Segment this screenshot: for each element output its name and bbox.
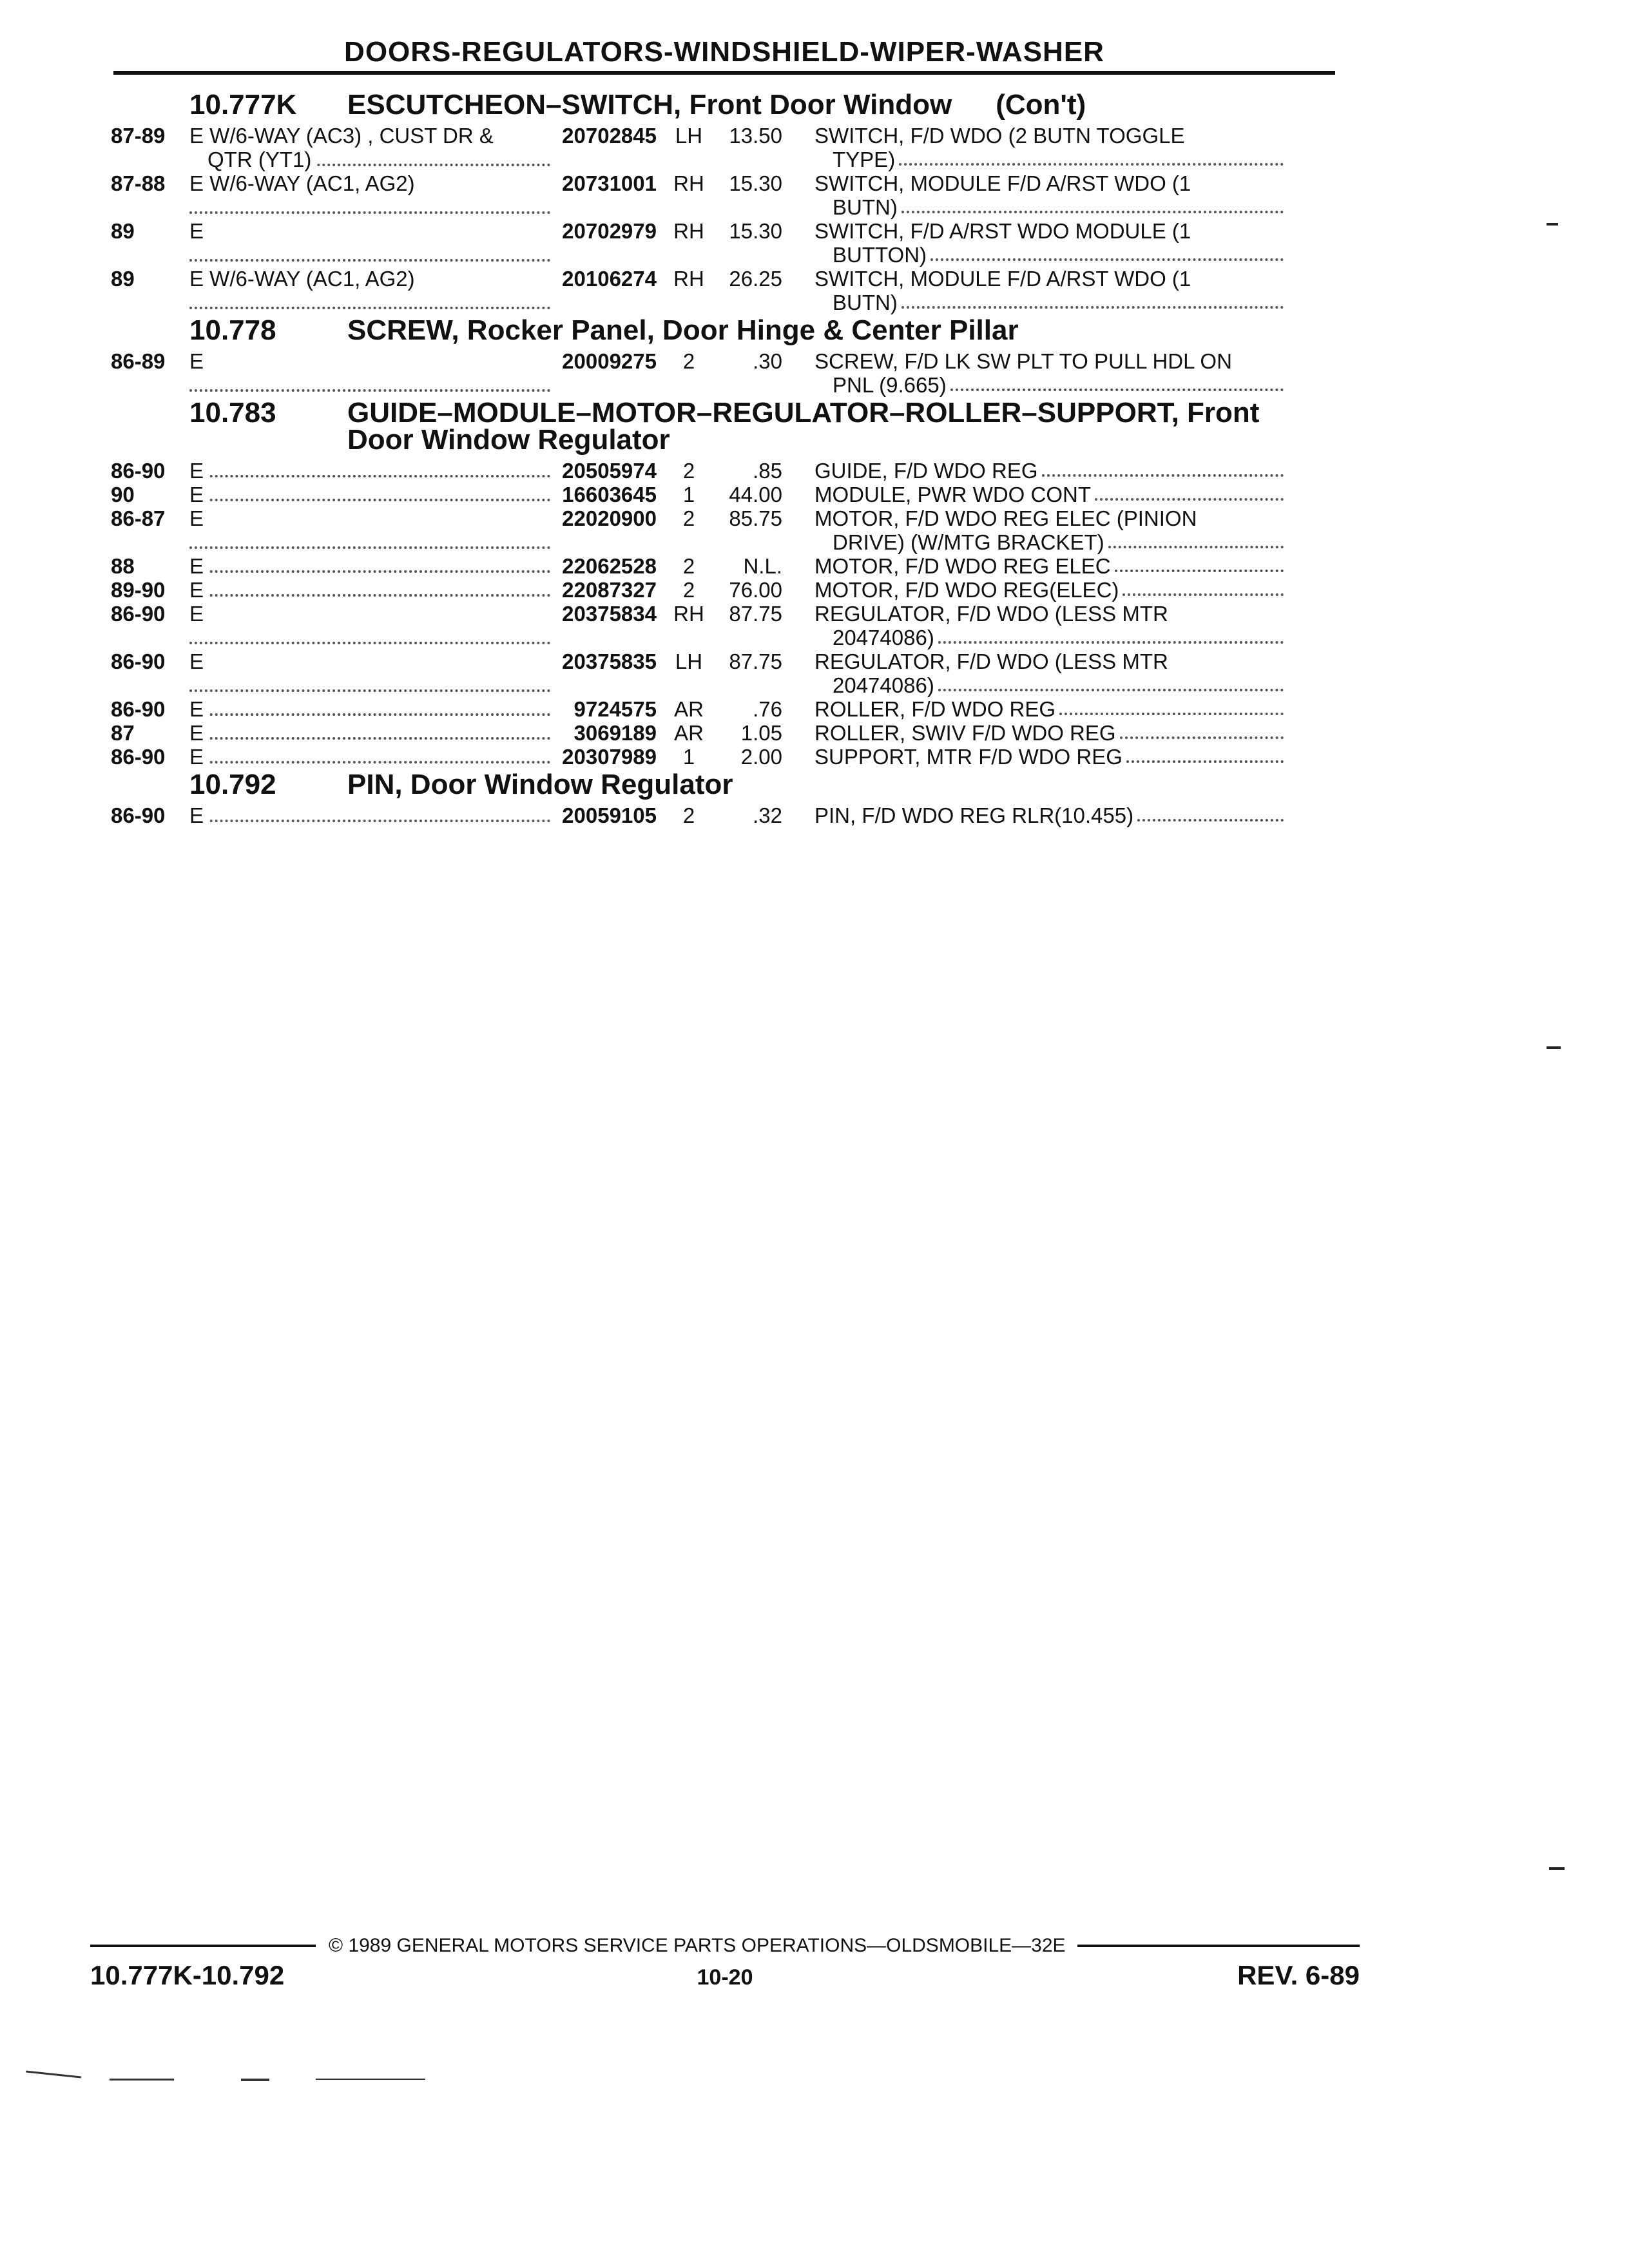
model-years: 86-90 — [111, 459, 166, 483]
part-description-line1: SWITCH, MODULE F/D A/RST WDO (1 — [815, 171, 1195, 195]
part-description — [782, 602, 1284, 649]
leader-dots — [1123, 578, 1284, 596]
quantity: 2 — [682, 459, 695, 483]
application-desc-line1: E — [189, 602, 207, 626]
part-number: 9724575 — [574, 697, 657, 721]
part-row — [111, 219, 1342, 267]
page-footer — [90, 1933, 1360, 1991]
scan-artifact — [110, 2079, 174, 2081]
leader-dots — [1059, 697, 1284, 715]
application-desc — [189, 578, 550, 602]
leader-dots — [189, 499, 550, 501]
leader-dots — [189, 737, 550, 740]
quantity: 2 — [682, 803, 695, 827]
application-desc-line1: E W/6-WAY (AC1, AG2) — [189, 267, 419, 291]
leader-dots — [189, 475, 550, 477]
scan-artifact — [241, 2079, 269, 2081]
copyright-text: © 1989 GENERAL MOTORS SERVICE PARTS OPERATIONS—OLDSMOBILE—32E — [329, 1935, 1066, 1956]
part-row — [111, 483, 1342, 506]
part-row — [111, 578, 1342, 602]
price: 15.30 — [729, 219, 782, 243]
part-number: 20702979 — [562, 219, 657, 243]
part-row — [111, 721, 1342, 745]
model-years: 86-90 — [111, 803, 166, 827]
part-description — [782, 483, 1284, 506]
part-number: 20106274 — [562, 267, 657, 291]
part-description — [782, 171, 1284, 219]
part-row — [111, 602, 1342, 649]
leader-dots — [189, 259, 550, 262]
part-description — [782, 554, 1284, 578]
leader-dots — [1095, 483, 1284, 501]
leader-dots — [1115, 554, 1284, 572]
price: .32 — [753, 803, 782, 827]
quantity: RH — [673, 267, 704, 291]
application-desc — [189, 803, 550, 827]
application-desc — [189, 219, 550, 267]
model-years: 86-90 — [111, 697, 166, 721]
footer-bottom — [90, 1960, 1360, 1991]
part-description — [782, 803, 1284, 827]
leader-dots — [1126, 745, 1284, 763]
model-years: 86-87 — [111, 506, 166, 530]
leader-dots — [938, 626, 1284, 644]
part-description-line2: BUTN) — [833, 195, 901, 219]
leader-dots — [189, 689, 550, 692]
part-description-line2: PNL (9.665) — [833, 373, 950, 397]
quantity: 2 — [682, 349, 695, 373]
section-title-text: SCREW, Rocker Panel, Door Hinge & Center Pillar — [347, 314, 1019, 346]
price: 44.00 — [729, 483, 782, 506]
copyright-line — [90, 1933, 1360, 1959]
parts-catalog — [111, 89, 1342, 827]
part-number: 16603645 — [562, 483, 657, 506]
leader-dots — [189, 713, 550, 716]
application-desc-line1: E — [189, 483, 207, 506]
footer-rule-right — [1077, 1945, 1360, 1947]
page-title: DOORS-REGULATORS-WINDSHIELD-WIPER-WASHER — [344, 36, 1104, 68]
part-description — [782, 745, 1284, 769]
margin-tick — [1549, 1867, 1565, 1870]
section-number: 10.783 — [189, 397, 276, 428]
part-number: 20375835 — [562, 649, 657, 673]
part-description-line2: DRIVE) (W/MTG BRACKET) — [833, 530, 1108, 554]
scan-artifact — [26, 2071, 81, 2079]
price: 76.00 — [729, 578, 782, 602]
application-desc-line1: E W/6-WAY (AC1, AG2) — [189, 171, 419, 195]
part-number: 20375834 — [562, 602, 657, 626]
part-description — [782, 649, 1284, 697]
part-description — [782, 721, 1284, 745]
model-years: 87-88 — [111, 171, 166, 195]
application-desc — [189, 649, 550, 697]
leader-dots — [189, 570, 550, 573]
part-number: 20009275 — [562, 349, 657, 373]
section-header — [111, 91, 1342, 119]
model-years: 86-90 — [111, 745, 166, 769]
part-description-line1: ROLLER, F/D WDO REG — [815, 697, 1059, 721]
part-description — [782, 506, 1284, 554]
leader-dots — [1120, 721, 1284, 739]
part-description — [782, 267, 1284, 314]
application-desc-line1: E — [189, 554, 207, 578]
application-desc-line1: E W/6-WAY (AC3) , CUST DR & — [189, 124, 550, 148]
application-desc-line2: QTR (YT1) — [189, 148, 315, 171]
price: N.L. — [743, 554, 782, 578]
part-description-line1: SUPPORT, MTR F/D WDO REG — [815, 745, 1126, 769]
quantity: AR — [674, 697, 704, 721]
application-desc-line1: E — [189, 697, 207, 721]
section-title — [347, 771, 1342, 798]
model-years: 88 — [111, 554, 135, 578]
application-desc — [189, 697, 550, 721]
leader-dots — [189, 307, 550, 309]
quantity: 2 — [682, 554, 695, 578]
leader-dots — [899, 148, 1284, 166]
part-row — [111, 506, 1342, 554]
part-number: 22020900 — [562, 506, 657, 530]
quantity: RH — [673, 219, 704, 243]
price: .76 — [753, 697, 782, 721]
application-desc-line1: E — [189, 349, 207, 373]
application-desc — [189, 506, 550, 554]
application-desc-line1: E — [189, 459, 207, 483]
application-desc — [189, 171, 550, 219]
part-number: 20731001 — [562, 171, 657, 195]
part-number: 20505974 — [562, 459, 657, 483]
revision: REV. 6-89 — [1237, 1960, 1360, 1990]
part-row — [111, 803, 1342, 827]
price: 85.75 — [729, 506, 782, 530]
application-desc — [189, 483, 550, 506]
model-years: 90 — [111, 483, 135, 506]
part-description-line2: TYPE) — [833, 148, 899, 171]
part-description-line2: 20474086) — [833, 626, 938, 649]
footer-rule-left — [90, 1945, 316, 1947]
section-title — [347, 314, 1342, 346]
leader-dots — [189, 820, 550, 822]
part-number: 3069189 — [574, 721, 657, 745]
section-number: 10.778 — [189, 314, 276, 346]
leader-dots — [901, 195, 1284, 213]
section-range: 10.777K-10.792 — [90, 1960, 285, 1990]
application-desc — [189, 267, 550, 314]
part-number: 22062528 — [562, 554, 657, 578]
section-number: 10.777K — [189, 89, 297, 120]
part-description — [782, 124, 1284, 171]
quantity: RH — [673, 602, 704, 626]
model-years: 87 — [111, 721, 135, 745]
part-row — [111, 267, 1342, 314]
part-row — [111, 697, 1342, 721]
section-number: 10.792 — [189, 769, 276, 800]
quantity: AR — [674, 721, 704, 745]
leader-dots — [189, 642, 550, 644]
price: 1.05 — [740, 721, 782, 745]
page-number: 10-20 — [697, 1965, 753, 1990]
part-description-line1: ROLLER, SWIV F/D WDO REG — [815, 721, 1120, 745]
leader-dots — [901, 291, 1284, 309]
price: 15.30 — [729, 171, 782, 195]
leader-dots — [189, 546, 550, 549]
part-row — [111, 459, 1342, 483]
part-row — [111, 349, 1342, 397]
model-years: 86-90 — [111, 649, 166, 673]
leader-dots — [189, 761, 550, 764]
leader-dots — [189, 594, 550, 597]
section-title — [347, 91, 1342, 119]
part-row — [111, 554, 1342, 578]
quantity: LH — [675, 649, 703, 673]
margin-tick — [1547, 223, 1558, 226]
leader-dots — [189, 211, 550, 214]
application-desc-line1: E — [189, 721, 207, 745]
leader-dots — [189, 389, 550, 392]
price: .85 — [753, 459, 782, 483]
application-desc — [189, 721, 550, 745]
part-description-line1: REGULATOR, F/D WDO (LESS MTR — [815, 649, 1172, 673]
part-description — [782, 349, 1284, 397]
application-desc — [189, 349, 550, 397]
part-description-line1: MOTOR, F/D WDO REG(ELEC) — [815, 578, 1123, 602]
section-title-text: GUIDE–MODULE–MOTOR–REGULATOR–ROLLER–SUPPORT, Front Door Window Regulator — [347, 397, 1260, 456]
application-desc — [189, 745, 550, 769]
application-desc-line1: E — [189, 803, 207, 827]
application-desc — [189, 459, 550, 483]
part-description-line1: SCREW, F/D LK SW PLT TO PULL HDL ON — [815, 349, 1236, 373]
price: 87.75 — [729, 602, 782, 626]
page-header — [113, 34, 1335, 75]
section-title-text: ESCUTCHEON–SWITCH, Front Door Window — [347, 89, 952, 120]
section-title — [347, 399, 1342, 454]
margin-tick — [1547, 1046, 1561, 1049]
quantity: 1 — [682, 483, 695, 506]
application-desc — [189, 554, 550, 578]
section-header — [111, 399, 1342, 454]
part-description-line1: SWITCH, MODULE F/D A/RST WDO (1 — [815, 267, 1195, 291]
leader-dots — [938, 673, 1284, 691]
price: 2.00 — [740, 745, 782, 769]
price: 13.50 — [729, 124, 782, 148]
leader-dots — [1108, 530, 1284, 548]
part-row — [111, 171, 1342, 219]
part-description-line2: BUTTON) — [833, 243, 930, 267]
price: .30 — [753, 349, 782, 373]
application-desc-line1: E — [189, 219, 207, 243]
application-desc — [189, 124, 550, 171]
model-years: 89 — [111, 267, 135, 291]
part-description-line1: SWITCH, F/D WDO (2 BUTN TOGGLE — [815, 124, 1188, 148]
quantity: 1 — [682, 745, 695, 769]
section-title-text: PIN, Door Window Regulator — [347, 769, 733, 800]
part-description-line2: 20474086) — [833, 673, 938, 697]
quantity: 2 — [682, 506, 695, 530]
quantity: RH — [673, 171, 704, 195]
continued-label: (Con't) — [996, 89, 1086, 120]
part-description-line1: REGULATOR, F/D WDO (LESS MTR — [815, 602, 1172, 626]
leader-dots — [1042, 459, 1284, 477]
quantity: 2 — [682, 578, 695, 602]
part-description-line1: MOTOR, F/D WDO REG ELEC (PINION — [815, 506, 1200, 530]
part-description-line1: PIN, F/D WDO REG RLR(10.455) — [815, 803, 1137, 827]
price: 26.25 — [729, 267, 782, 291]
leader-dots — [930, 243, 1284, 261]
part-number: 20702845 — [562, 124, 657, 148]
model-years: 86-89 — [111, 349, 166, 373]
quantity: LH — [675, 124, 703, 148]
price: 87.75 — [729, 649, 782, 673]
model-years: 89 — [111, 219, 135, 243]
section-header — [111, 314, 1342, 346]
application-desc-line1: E — [189, 578, 207, 602]
part-description-line1: GUIDE, F/D WDO REG — [815, 459, 1042, 483]
section-header — [111, 771, 1342, 798]
part-description-line1: SWITCH, F/D A/RST WDO MODULE (1 — [815, 219, 1195, 243]
part-number: 20059105 — [562, 803, 657, 827]
leader-dots — [1137, 803, 1284, 822]
leader-dots — [950, 373, 1284, 391]
application-desc-line1: E — [189, 649, 207, 673]
part-row — [111, 745, 1342, 769]
part-row — [111, 124, 1342, 171]
part-description — [782, 578, 1284, 602]
part-description-line1: MOTOR, F/D WDO REG ELEC — [815, 554, 1115, 578]
model-years: 87-89 — [111, 124, 166, 148]
part-row — [111, 649, 1342, 697]
part-description-line2: BUTN) — [833, 291, 901, 314]
part-number: 22087327 — [562, 578, 657, 602]
model-years: 89-90 — [111, 578, 166, 602]
part-description — [782, 219, 1284, 267]
part-description — [782, 697, 1284, 721]
part-description-line1: MODULE, PWR WDO CONT — [815, 483, 1095, 506]
scan-artifact — [316, 2079, 425, 2080]
model-years: 86-90 — [111, 602, 166, 626]
application-desc-line1: E — [189, 745, 207, 769]
part-description — [782, 459, 1284, 483]
application-desc-line1: E — [189, 506, 207, 530]
application-desc — [189, 602, 550, 649]
part-number: 20307989 — [562, 745, 657, 769]
